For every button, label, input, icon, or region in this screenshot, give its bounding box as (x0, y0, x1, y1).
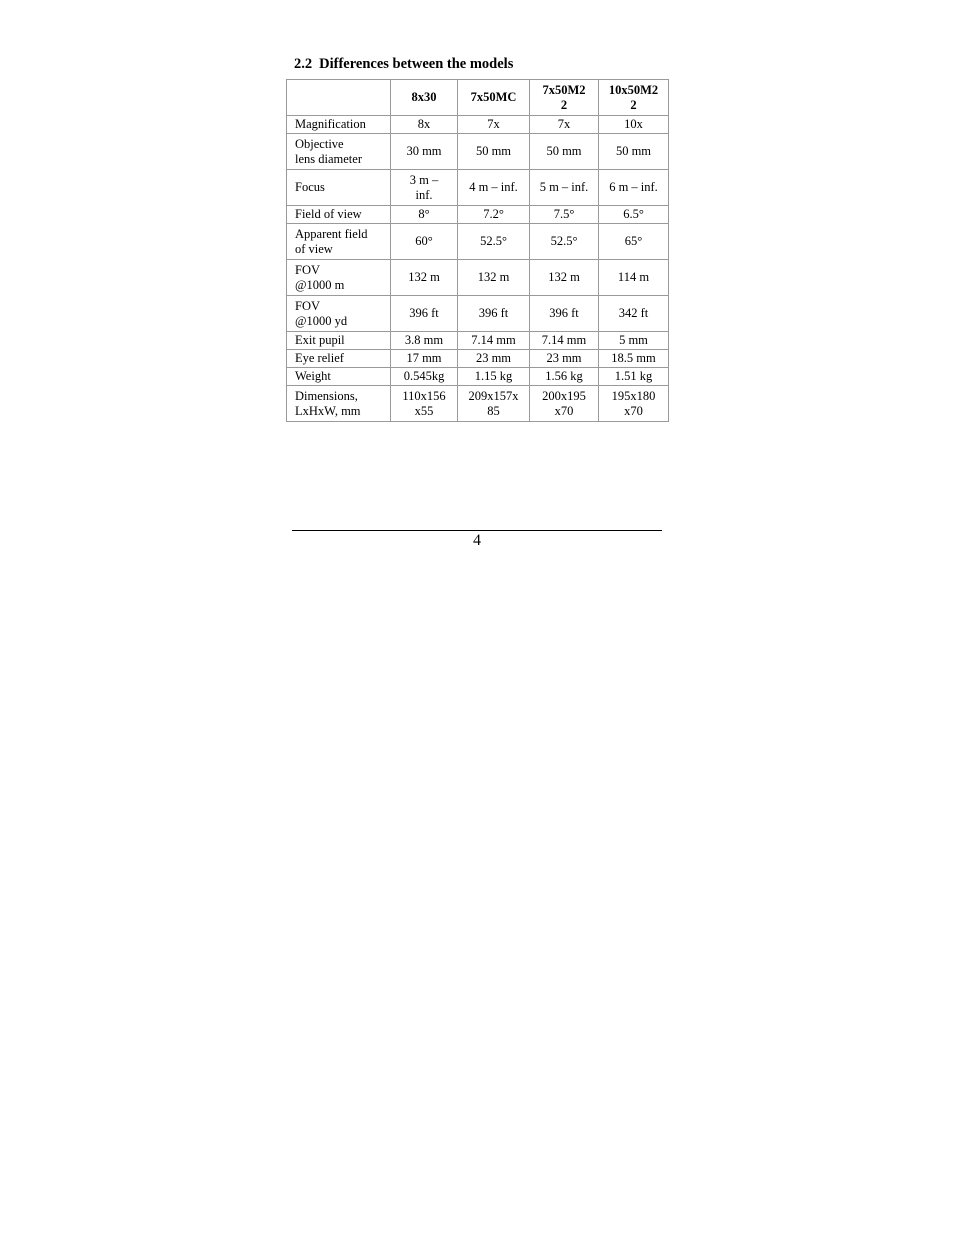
spec-value-cell: 8x (391, 116, 458, 134)
row-label: Exit pupil (287, 332, 391, 350)
spec-value-cell: 7.14 mm (458, 332, 530, 350)
spec-value-cell: 23 mm (458, 350, 530, 368)
section-heading (294, 56, 513, 73)
spec-value-cell: 7x (530, 116, 599, 134)
spec-value-cell: 1.15 kg (458, 368, 530, 386)
spec-value-cell: 7.2° (458, 206, 530, 224)
header-corner-cell (287, 80, 391, 116)
row-label: FOV @1000 m (287, 260, 391, 296)
spec-value-cell: 7x (458, 116, 530, 134)
spec-value-cell: 209x157x 85 (458, 386, 530, 422)
table-row (287, 260, 669, 296)
spec-value-cell: 195x180 x70 (599, 386, 669, 422)
spec-value-cell: 396 ft (458, 296, 530, 332)
spec-value-cell: 4 m – inf. (458, 170, 530, 206)
table-row (287, 350, 669, 368)
table-row (287, 170, 669, 206)
spec-value-cell: 7.5° (530, 206, 599, 224)
spec-value-cell: 3 m – inf. (391, 170, 458, 206)
spec-value-cell: 52.5° (530, 224, 599, 260)
spec-value-cell: 23 mm (530, 350, 599, 368)
spec-value-cell: 8° (391, 206, 458, 224)
table-row (287, 332, 669, 350)
spec-value-cell: 396 ft (530, 296, 599, 332)
spec-value-cell: 132 m (458, 260, 530, 296)
spec-value-cell: 200x195 x70 (530, 386, 599, 422)
row-label: Eye relief (287, 350, 391, 368)
header-cell-model: 7x50M2 2 (530, 80, 599, 116)
row-label: FOV @1000 yd (287, 296, 391, 332)
row-label: Objective lens diameter (287, 134, 391, 170)
spec-value-cell: 0.545kg (391, 368, 458, 386)
spec-value-cell: 50 mm (599, 134, 669, 170)
header-row (287, 80, 669, 116)
spec-value-cell: 50 mm (458, 134, 530, 170)
footer-divider (292, 530, 662, 531)
row-label: Field of view (287, 206, 391, 224)
spec-value-cell: 17 mm (391, 350, 458, 368)
spec-value-cell: 65° (599, 224, 669, 260)
table-header (287, 80, 669, 116)
table-row (287, 224, 669, 260)
header-cell-model: 8x30 (391, 80, 458, 116)
spec-value-cell: 1.56 kg (530, 368, 599, 386)
spec-value-cell: 30 mm (391, 134, 458, 170)
spec-value-cell: 50 mm (530, 134, 599, 170)
table-row (287, 206, 669, 224)
spec-value-cell: 6.5° (599, 206, 669, 224)
spec-value-cell: 114 m (599, 260, 669, 296)
page-number: 4 (473, 532, 481, 549)
spec-value-cell: 1.51 kg (599, 368, 669, 386)
spec-value-cell: 132 m (391, 260, 458, 296)
table-row (287, 134, 669, 170)
spec-value-cell: 6 m – inf. (599, 170, 669, 206)
spec-value-cell: 396 ft (391, 296, 458, 332)
table-row (287, 368, 669, 386)
table-row (287, 386, 669, 422)
spec-value-cell: 18.5 mm (599, 350, 669, 368)
spec-value-cell: 342 ft (599, 296, 669, 332)
section-number: 2.2 (294, 56, 313, 72)
spec-value-cell: 7.14 mm (530, 332, 599, 350)
row-label: Apparent field of view (287, 224, 391, 260)
spec-value-cell: 5 m – inf. (530, 170, 599, 206)
section-title: Differences between the models (319, 56, 514, 72)
row-label: Magnification (287, 116, 391, 134)
table-row (287, 116, 669, 134)
row-label: Dimensions, LxHxW, mm (287, 386, 391, 422)
table-row (287, 296, 669, 332)
spec-value-cell: 3.8 mm (391, 332, 458, 350)
row-label: Weight (287, 368, 391, 386)
spec-value-cell: 60° (391, 224, 458, 260)
spec-value-cell: 110x156 x55 (391, 386, 458, 422)
spec-value-cell: 5 mm (599, 332, 669, 350)
spec-value-cell: 10x (599, 116, 669, 134)
model-comparison-table (286, 79, 669, 422)
spec-value-cell: 132 m (530, 260, 599, 296)
header-cell-model: 10x50M2 2 (599, 80, 669, 116)
spec-value-cell: 52.5° (458, 224, 530, 260)
header-cell-model: 7x50MC (458, 80, 530, 116)
row-label: Focus (287, 170, 391, 206)
table-body (287, 116, 669, 422)
